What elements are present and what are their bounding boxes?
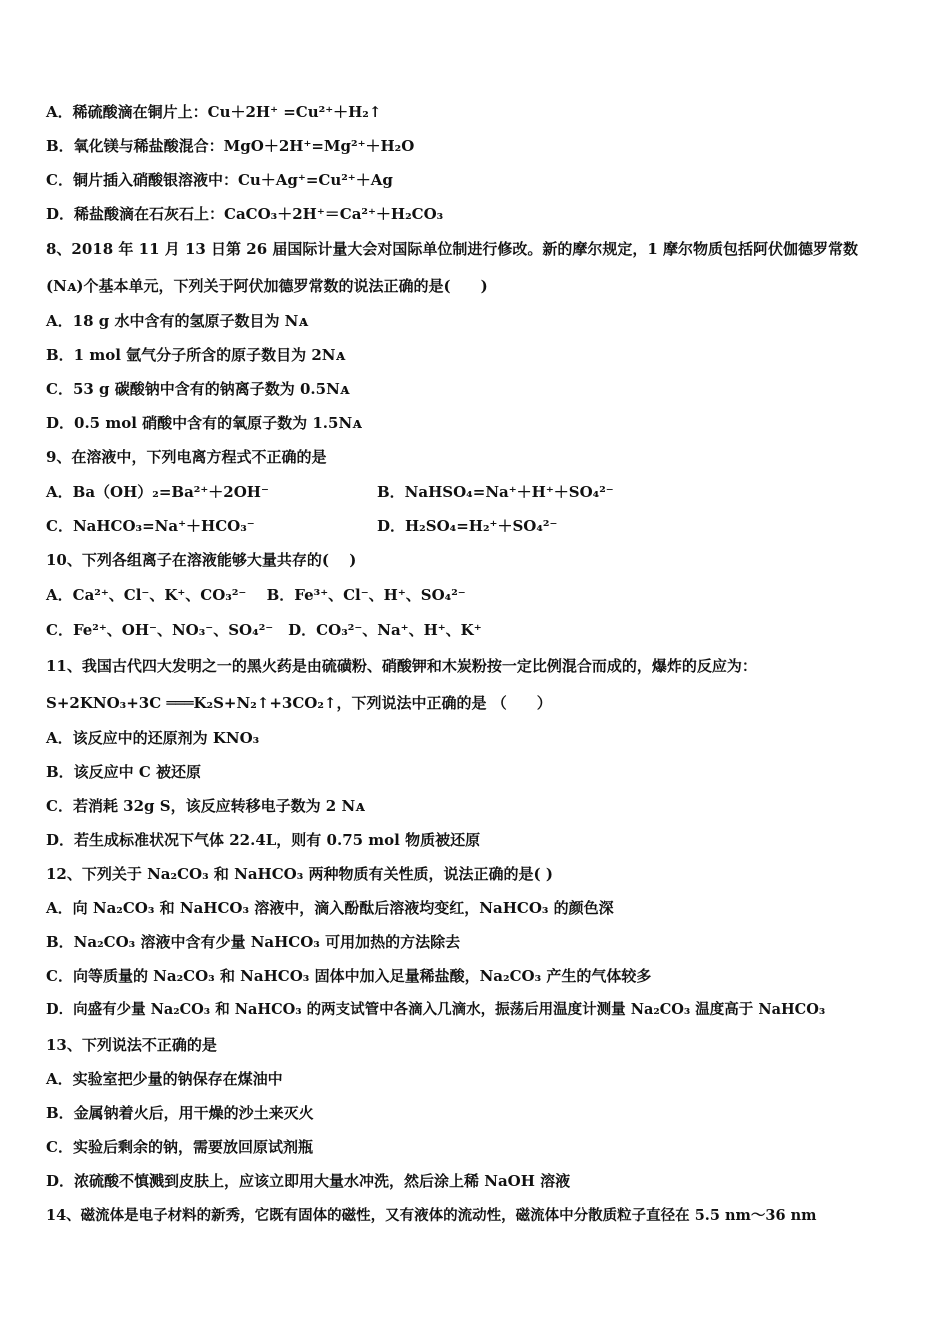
q7-option-b: B．氧化镁与稀盐酸混合：MgO＋2H⁺=Mg²⁺＋H₂O bbox=[46, 137, 415, 155]
q11-option-a: A．该反应中的还原剂为 KNO₃ bbox=[46, 729, 260, 747]
q9-option-c: C．NaHCO₃=Na⁺＋HCO₃⁻ bbox=[46, 517, 255, 535]
q11-option-c: C．若消耗 32g S，该反应转移电子数为 2 Nᴀ bbox=[46, 797, 365, 815]
q8-option-b: B．1 mol 氩气分子所含的原子数目为 2Nᴀ bbox=[46, 346, 346, 364]
q9-option-d: D．H₂SO₄=H₂⁺＋SO₄²⁻ bbox=[377, 517, 558, 535]
q11-stem-line2: S+2KNO₃+3C ═══K₂S+N₂↑+3CO₂↑，下列说法中正确的是 （ ） bbox=[46, 694, 552, 712]
q8-option-c: C．53 g 碳酸钠中含有的钠离子数为 0.5Nᴀ bbox=[46, 380, 350, 398]
q7-option-d: D．稀盐酸滴在石灰石上：CaCO₃＋2H⁺＝Ca²⁺＋H₂CO₃ bbox=[46, 205, 444, 223]
q12-option-d: D．向盛有少量 Na₂CO₃ 和 NaHCO₃ 的两支试管中各滴入几滴水，振荡后用温度计测量 Na₂CO₃ 温度高于 NaHCO₃ bbox=[46, 1001, 826, 1018]
q13-option-c: C．实验后剩余的钠，需要放回原试剂瓶 bbox=[46, 1138, 313, 1156]
q14-stem: 14、磁流体是电子材料的新秀，它既有固体的磁性，又有液体的流动性，磁流体中分散质粒子直径在 5.5 nm～36 nm bbox=[46, 1207, 817, 1224]
q8-option-a: A．18 g 水中含有的氢原子数目为 Nᴀ bbox=[46, 312, 308, 330]
q10-options-ab: A．Ca²⁺、Cl⁻、K⁺、CO₃²⁻ B．Fe³⁺、Cl⁻、H⁺、SO₄²⁻ bbox=[46, 586, 466, 604]
q10-options-cd: C．Fe²⁺、OH⁻、NO₃⁻、SO₄²⁻ D．CO₃²⁻、Na⁺、H⁺、K⁺ bbox=[46, 621, 482, 639]
q11-option-b: B．该反应中 C 被还原 bbox=[46, 763, 202, 781]
q13-option-a: A．实验室把少量的钠保存在煤油中 bbox=[46, 1070, 283, 1088]
q12-option-a: A．向 Na₂CO₃ 和 NaHCO₃ 溶液中，滴入酚酞后溶液均变红，NaHCO₃ 的颜色深 bbox=[46, 899, 614, 917]
q10-stem: 10、下列各组离子在溶液能够大量共存的( ) bbox=[46, 551, 357, 569]
q13-stem: 13、下列说法不正确的是 bbox=[46, 1036, 217, 1054]
q9-option-a: A．Ba（OH）₂=Ba²⁺＋2OH⁻ bbox=[46, 483, 269, 501]
q12-stem: 12、下列关于 Na₂CO₃ 和 NaHCO₃ 两种物质有关性质，说法正确的是( ) bbox=[46, 865, 553, 883]
q8-option-d: D．0.5 mol 硝酸中含有的氧原子数为 1.5Nᴀ bbox=[46, 414, 362, 432]
q9-option-b: B．NaHSO₄=Na⁺＋H⁺＋SO₄²⁻ bbox=[377, 483, 614, 501]
q9-stem: 9、在溶液中，下列电离方程式不正确的是 bbox=[46, 448, 327, 466]
q8-stem-line1: 8、2018 年 11 月 13 日第 26 届国际计量大会对国际单位制进行修改。新的摩尔规定，1 摩尔物质包括阿伏伽德罗常数 bbox=[46, 240, 859, 258]
q7-option-c: C．铜片插入硝酸银溶液中：Cu＋Ag⁺=Cu²⁺＋Ag bbox=[46, 171, 393, 189]
q13-option-d: D．浓硫酸不慎溅到皮肤上，应该立即用大量水冲洗，然后涂上稀 NaOH 溶液 bbox=[46, 1172, 571, 1190]
q13-option-b: B．金属钠着火后，用干燥的沙土来灭火 bbox=[46, 1104, 314, 1122]
q11-option-d: D．若生成标准状况下气体 22.4L，则有 0.75 mol 物质被还原 bbox=[46, 831, 481, 849]
q7-option-a: A．稀硫酸滴在铜片上：Cu＋2H⁺ =Cu²⁺＋H₂↑ bbox=[46, 103, 382, 121]
q11-stem-line1: 11、我国古代四大发明之一的黑火药是由硫磺粉、硝酸钾和木炭粉按一定比例混合而成的，爆炸的反应为： bbox=[46, 657, 757, 675]
q12-option-c: C．向等质量的 Na₂CO₃ 和 NaHCO₃ 固体中加入足量稀盐酸，Na₂CO₃ 产生的气体较多 bbox=[46, 967, 652, 985]
q12-option-b: B．Na₂CO₃ 溶液中含有少量 NaHCO₃ 可用加热的方法除去 bbox=[46, 933, 461, 951]
q8-stem-line2: (Nᴀ)个基本单元，下列关于阿伏加德罗常数的说法正确的是( ) bbox=[46, 277, 488, 295]
